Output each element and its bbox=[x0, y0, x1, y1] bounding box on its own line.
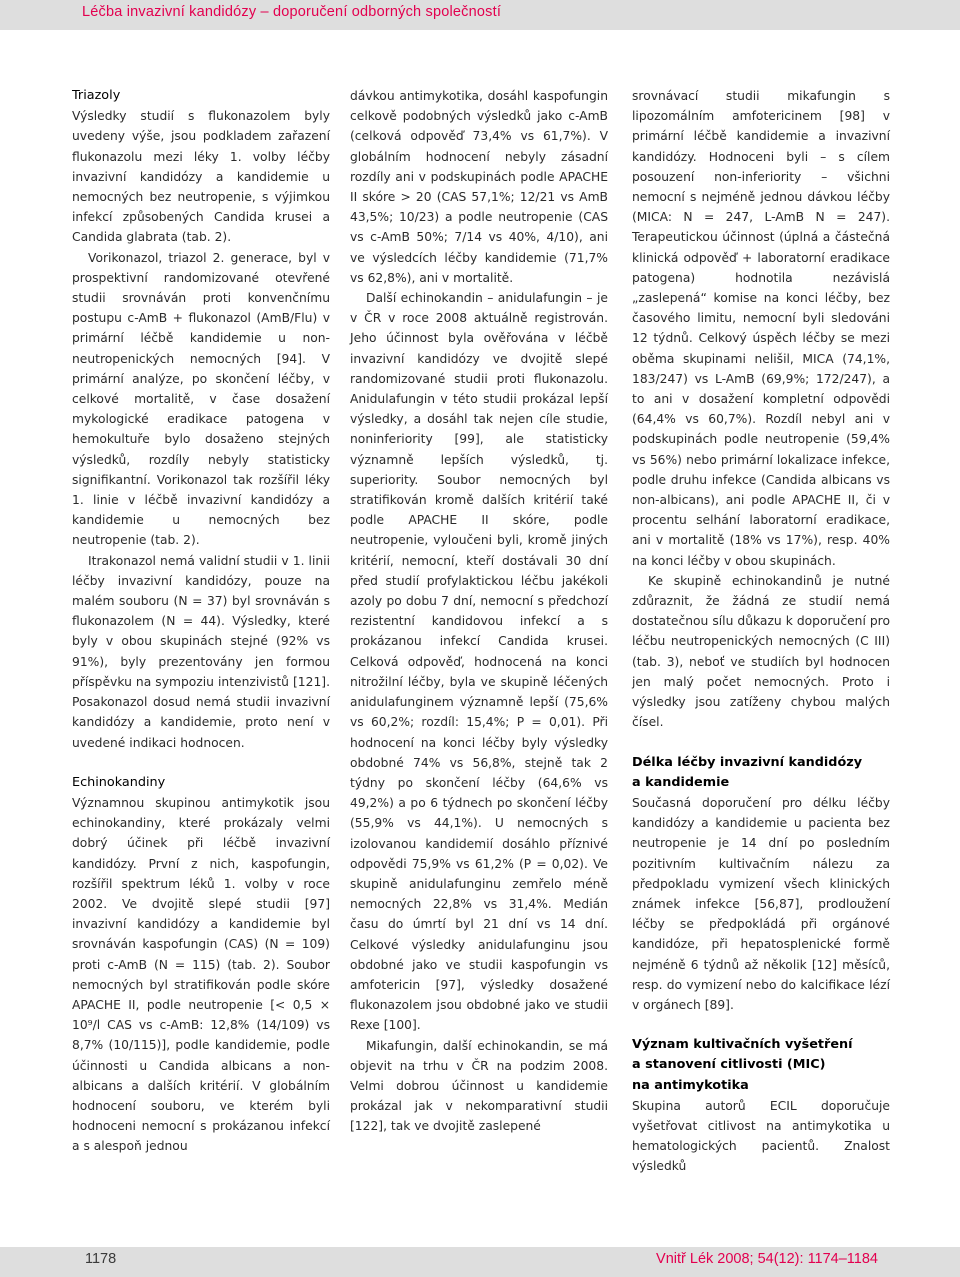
paragraph: Současná doporučení pro délku léčby kandidózy a kandidemie u pacienta bez neutropenie je 14 dní po posledním pozitivním kultivačním nálezu za předpokladu vymizení všech klinických známek infekce [56,87], prodloužení léčby se předpokládá při orgánové kandidóze, při hepatosplenické formě nejméně 6 týdnů až několik [12] měsíců, resp. do vymizení nebo do kalcifikace lézí v orgánech [89]. bbox=[632, 795, 890, 1012]
paragraph: Mikafungin, další echinokandin, se má objevit na trhu v ČR na podzim 2008. Velmi dobrou účinnost u kandidemie prokázal jak v nekomparativní studii [122], tak ve dvojitě zaslepené bbox=[350, 1038, 608, 1134]
paragraph: Vorikonazol, triazol 2. generace, byl v prospektivní randomizované otevřené studii srovnáván proti konvenčnímu postupu c-AmB + flukonazol (AmB/Flu) v primární léčbě kandidemie u non-neutropenických nemocných [94]. V primární analýze, po skončení léčby, v celkové mortalitě, v čase dosažení mykologické eradikace patogena v hemokultuře bylo dosaženo stejných výsledků, rozdíly nebyly statisticky signifikantní. Vorikonazol tak rozšířil léky 1. linie v léčbě invazivní kandidózy a kandidemie u nemocných bez neutropenie (tab. 2). bbox=[72, 250, 330, 548]
heading-line: Délka léčby invazivní kandidózy bbox=[632, 754, 863, 770]
paragraph: Ke skupině echinokandinů je nutné zdůraznit, že žádná ze studií nemá dostatečnou sílu důkazu k doporučení pro léčbu neutropenických nemocných (C III) (tab. 3), neboť ve studiích byl hodnocen jen malý počet nemocných. Proto i výsledky jsou zatíženy chybou malých čísel. bbox=[632, 573, 890, 730]
heading-line: a stanovení citlivosti (MIC) bbox=[632, 1057, 826, 1073]
paragraph: dávkou antimykotika, dosáhl kaspofungin celkově podobných výsledků jako c-AmB (celková odpověď 73,4% vs 61,7%). V globálním hodnocení nebyly zásadní rozdíly ani v podskupinách podle APACHE II skóre > 20 (CAS 57,1%; 12/21 vs AmB 43,5%; 10/23) a podle neutropenie (CAS vs c-AmB 50%; 7/14 vs 40%, 4/10), ani ve výsledcích léčby kandidemie (71,7% vs 62,8%), ani v mortalitě. bbox=[350, 89, 608, 285]
heading-line: na antimykotika bbox=[632, 1077, 749, 1093]
page-number: 1178 bbox=[85, 1251, 117, 1267]
section-heading-triazoly: Triazoly bbox=[72, 88, 121, 103]
heading-line: a kandidemie bbox=[632, 774, 730, 790]
running-header-title: Léčba invazivní kandidózy – doporučení odborných společností bbox=[82, 4, 502, 20]
text-column-3 bbox=[632, 86, 890, 1177]
heading-line: Význam kultivačních vyšetření bbox=[632, 1037, 853, 1053]
paragraph: Skupina autorů ECIL doporučuje vyšetřovat citlivost na antimykotika u hematologických pacientů. Znalost výsledků bbox=[632, 1098, 890, 1174]
paragraph: Další echinokandin – anidulafungin – je v ČR v roce 2008 aktuálně registrován. Jeho účinnost byla ověřována v léčbě invazivní kandidózy ve dvojitě slepé randomizované studii proti flukonazolu. Anidulafungin v této studii prokázal lepší výsledky, a dosáhl tak nejen cíle studie, noninferiority [99], ale statisticky významně lepších výsledků, tj. superiority. Soubor nemocných byl stratifikován kromě dalších kritérií také podle APACHE II skóre, podle neutropenie, vyloučeni byli, kromě jiných kritérií, nemocní, kteří dostávali 30 dní před studií profylaktickou léčbu jakékoli azoly po dobu 7 dní, nemocní s předchozí rezistentní kandidovou infekcí a s prokázanou infekcí Candida krusei. Celková odpověď, hodnocená na konci nitrožilní léčby, byla ve skupině léčených anidulafunginem významně lepší (75,6% vs 60,2%; rozdíl: 15,4%; P = 0,01). Při hodnocení na konci léčby byly výsledky obdobné 74% vs 56,8%, stejně tak 2 týdny po skončení léčby (64,6% vs 49,2%) a po 6 týdnech po skončení léčby (55,9% vs 44,1%). U nemocných s izolovanou kandidemií dosáhlo příznivé odpovědi 75,9% vs 61,2% (P = 0,02). Ve skupině anidulafunginu zemřelo méně nemocných 22,8% vs 31,4%. Medián času do úmrtí byl 21 dní vs 14 dní. Celkové výsledky anidulafunginu jsou obdobné jako ve studii kaspofungin vs amfotericin [97], výsledky dosažené flukonazolem jsou obdobné jako ve studii Rexe [100]. bbox=[350, 291, 608, 1033]
text-column-1 bbox=[72, 86, 330, 1157]
text-column-2 bbox=[350, 86, 608, 1137]
section-heading-vyznam-kultivace bbox=[632, 1035, 890, 1096]
section-heading-delka-lecby bbox=[632, 753, 890, 793]
paragraph: srovnávací studii mikafungin s lipozomálním amfotericinem [98] v primární léčbě kandidemie a invazivní kandidózy. Hodnoceni byli – s cílem posouzení non-inferiority – všichni nemocní s nejméně jednou dávkou léčby (MICA: N = 247, L-AmB N = 247). Terapeutickou účinnost (úplná a částečná klinická odpověď + laboratorní eradikace patogena) hodnotila nezávislá „zaslepená“ komise na konci léčby, bez časového limitu, nemocní byli sledováni 12 týdnů. Celkový úspěch léčby se mezi oběma skupinami nelišil, MICA (74,1%, 183/247) vs L-AmB (69,9%; 172/247), a to ani v dosažení kompletní odpovědi (64,4% vs 60,7%). Rozdíl nebyl ani v podskupinách podle neutropenie (59,4% vs 56%) nebo primární lokalizace infekce, podle druhu infekce (Candida albicans vs non-albicans), ani podle APACHE II, či v procentu selhání laboratorní eradikace, ani v mortalitě (18% vs 17%), resp. 40% na konci léčby v obou skupinách. bbox=[632, 89, 890, 568]
paragraph: Itrakonazol nemá validní studii v 1. linii léčby invazivní kandidózy, pouze na malém souboru (N = 37) byl srovnáván s flukonazolem (N = 44). Výsledky, které byly v obou skupinách stejné (92% vs 91%), byly prezentovány jen formou příspěvku na sympoziu intenzivistů [121]. Posakonazol dosud nemá studii invazivní kandidózy a kandidemie, proto není v uvedené indikaci hodnocen. bbox=[72, 553, 330, 750]
header-bar bbox=[0, 0, 960, 30]
journal-citation: Vnitř Lék 2008; 54(12): 1174–1184 bbox=[656, 1251, 878, 1267]
paragraph: Výsledky studií s flukonazolem byly uvedeny výše, jsou podkladem zařazení flukonazolu mezi léky 1. volby léčby invazivní kandidózy a kandidemie u nemocných bez neutropenie, s výjimkou infekcí způsobených Candida krusei a Candida glabrata (tab. 2). bbox=[72, 109, 330, 245]
paragraph: Významnou skupinou antimykotik jsou echinokandiny, které prokázaly velmi dobrý účinek při léčbě invazivní kandidózy. První z nich, kaspofungin, rozšířil spektrum léků 1. volby v roce 2002. Ve dvojitě slepé studii [97] invazivní kandidózy a kandidemie byl srovnáván kaspofungin (CAS) (N = 109) proti c-AmB (N = 115) (tab. 2). Soubor nemocných byl stratifikován podle skóre APACHE II, podle neutropenie [< 0,5 × 10⁹/l CAS vs c-AmB: 12,8% (14/109) vs 8,7% (10/115)], podle kandidemie, podle účinnosti u Candida albicans a non-albicans a dalších kritérií. V globálním hodnocení souboru, ve kterém byli hodnoceni nemocní s prokázanou infekcí a s alespoň jednou bbox=[72, 795, 330, 1154]
section-heading-echinokandiny: Echinokandiny bbox=[72, 774, 166, 790]
